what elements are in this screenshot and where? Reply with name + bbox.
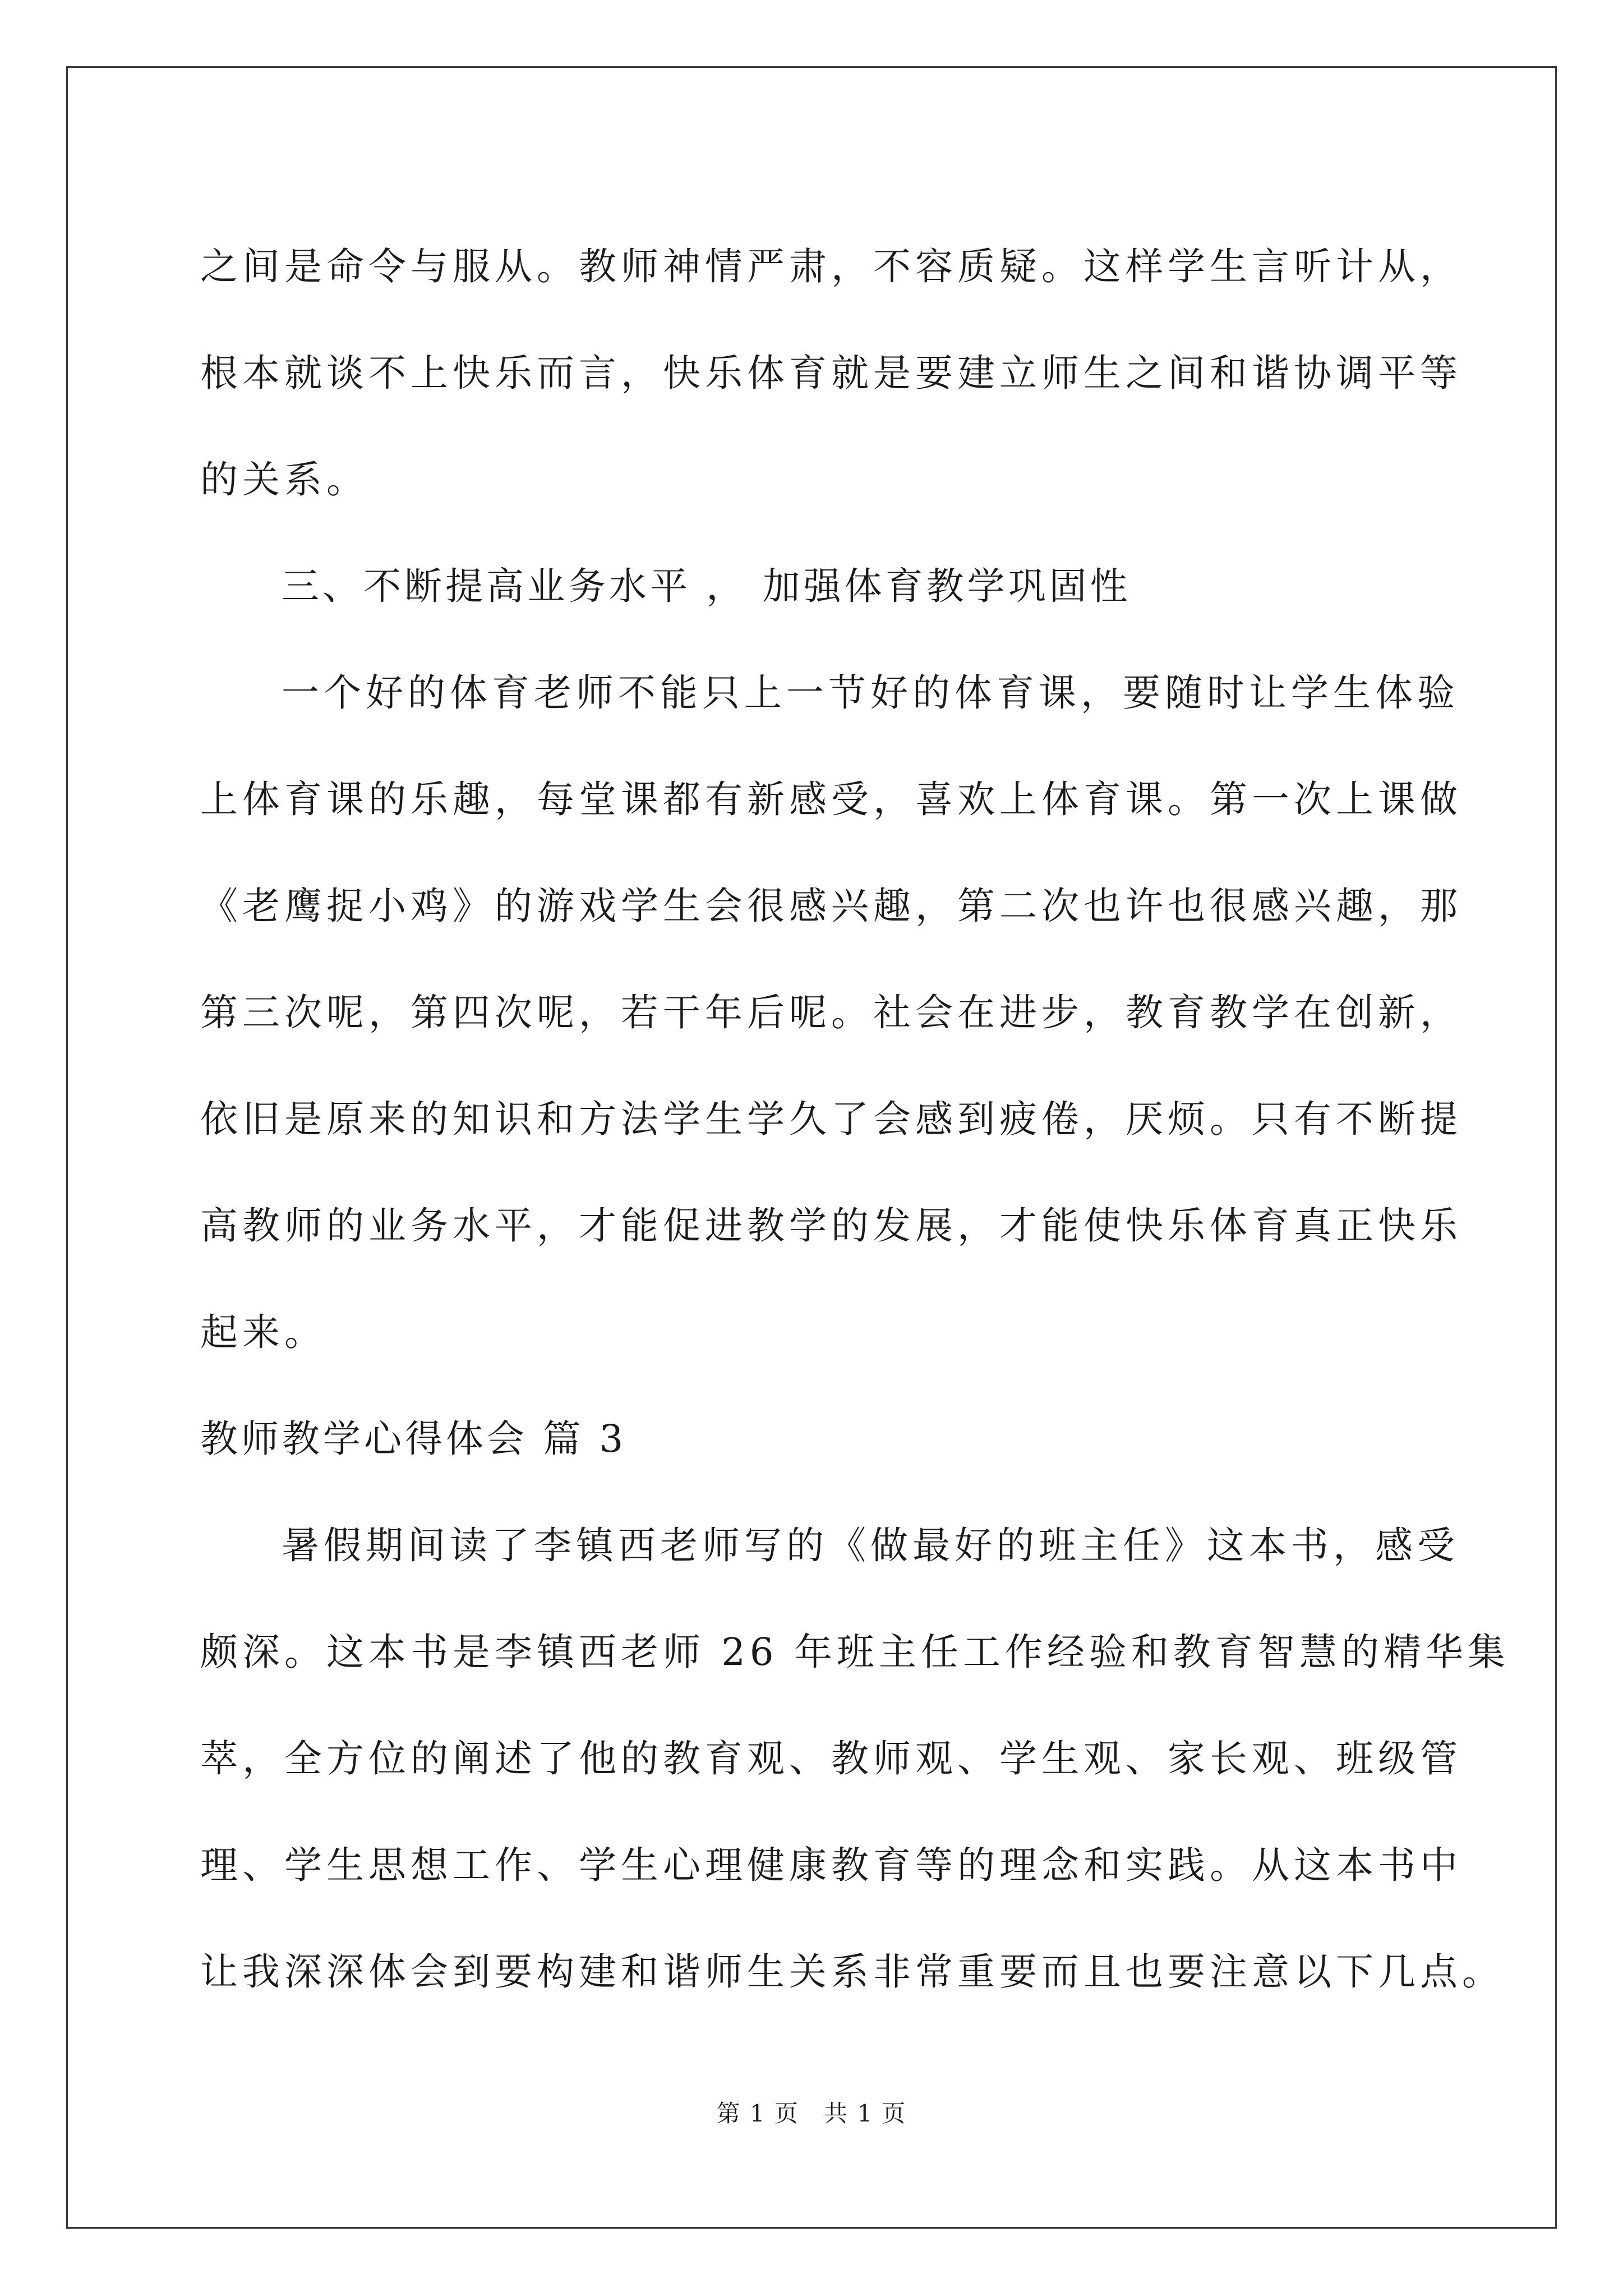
text-line: 的关系。 [200, 458, 368, 501]
text-line: 依旧是原来的知识和方法学生学久了会感到疲倦，厌烦。只有不断提 [200, 1097, 1462, 1141]
text-line: 之间是命令与服从。教师神情严肃，不容质疑。这样学生言听计从， [200, 245, 1462, 288]
text-line: 让我深深体会到要构建和谐师生关系非常重要而且也要注意以下几点。 [200, 1950, 1504, 1994]
section-heading: 三、不断提高业务水平 ， 加强体育教学巩固性 [282, 564, 1131, 608]
text-line: 起来。 [200, 1310, 326, 1354]
document-body [200, 213, 1510, 2025]
text-line: 根本就谈不上快乐而言，快乐体育就是要建立师生之间和谐协调平等 [200, 351, 1462, 395]
text-line: 一个好的体育老师不能只上一节好的体育课，要随时让学生体验 [282, 671, 1459, 715]
text-line: 上体育课的乐趣，每堂课都有新感受，喜欢上体育课。第一次上课做 [200, 777, 1462, 821]
text-line: 高教师的业务水平，才能促进教学的发展，才能使快乐体育真正快乐 [200, 1204, 1462, 1248]
text-line: 理、学生思想工作、学生心理健康教育等的理念和实践。从这本书中 [200, 1843, 1462, 1887]
text-line: 萃，全方位的阐述了他的教育观、教师观、学生观、家长观、班级管 [200, 1737, 1462, 1780]
text-line: 第三次呢，第四次呢，若干年后呢。社会在进步，教育教学在创新， [200, 991, 1462, 1034]
text-line: 《老鹰捉小鸡》的游戏学生会很感兴趣，第二次也许也很感兴趣，那 [200, 884, 1462, 928]
text-line: 颇深。这本书是李镇西老师 26 年班主任工作经验和教育智慧的精华集 [200, 1630, 1510, 1674]
article-title: 教师教学心得体会 篇 3 [200, 1417, 627, 1461]
page-footer: 第 1 页 共 1 页 [716, 2100, 907, 2127]
text-line: 暑假期间读了李镇西老师写的《做最好的班主任》这本书，感受 [282, 1524, 1459, 1567]
